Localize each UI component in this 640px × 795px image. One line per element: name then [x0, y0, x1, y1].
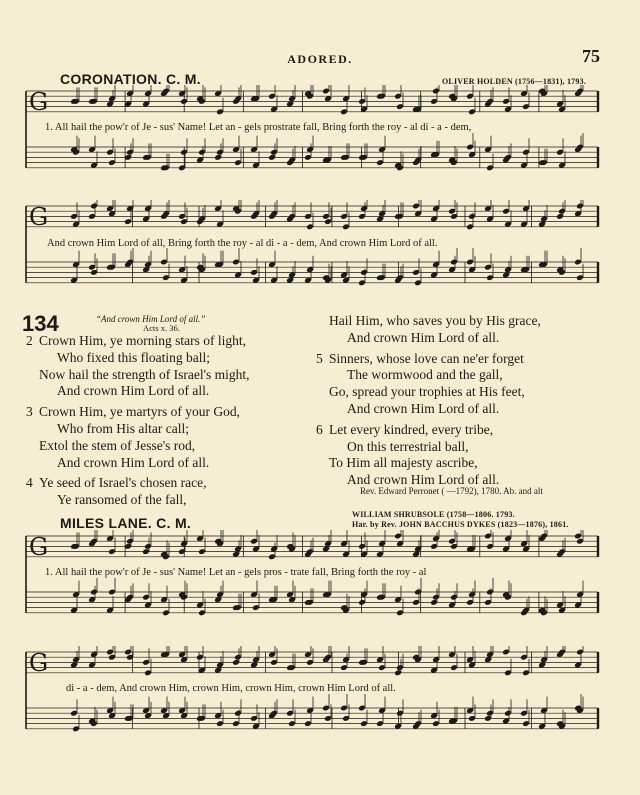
stanza-line: And crown Him Lord of all.: [57, 383, 210, 399]
stanzas-right-column: [316, 313, 541, 489]
stanza-line: Ye seed of Israel's chosen race,: [39, 475, 207, 491]
stanza-line: And crown Him Lord of all.: [347, 329, 500, 345]
stanza-number: 6: [316, 421, 323, 437]
harmonizer-credit-miles-lane: Har. by Rev. JOHN BACCHUS DYKES (1823—1876), 1861.: [352, 520, 569, 529]
stanza-6: [316, 422, 541, 489]
stanza-4-continued: [316, 313, 541, 347]
epigraph: “And crown Him Lord of all.”: [96, 314, 206, 324]
stanza-number: 2: [26, 333, 33, 348]
lyrics-coronation-1: 1. All hail the pow'r of Je - sus' Name! Let an - gels prostrate fall, Bring forth the roy - al di - a - dem,: [45, 122, 472, 133]
music-system-miles-lane-1: [0, 530, 640, 626]
stanza-4: [26, 475, 250, 509]
tune-name-miles-lane: MILES LANE. C. M.: [60, 515, 192, 531]
stanza-line: Crown Him, ye martyrs of your God,: [39, 404, 240, 420]
page-number: 75: [582, 46, 600, 66]
stanza-2: [26, 333, 250, 400]
stanza-line: Who fixed this floating ball;: [57, 349, 210, 365]
stanza-line: The wormwood and the gall,: [347, 367, 503, 383]
stanza-line: Let every kindred, every tribe,: [329, 421, 494, 437]
text-attribution: Rev. Edward Perronet ( —1792), 1780. Ab. and alt: [360, 486, 543, 496]
stanza-line: And crown Him Lord of all.: [347, 400, 500, 416]
music-system-coronation-1: [0, 85, 640, 181]
stanza-line: Sinners, whose love can ne'er forget: [329, 350, 524, 366]
staff-mark: G: [29, 533, 49, 561]
hymn-number: 134: [22, 311, 59, 336]
stanza-number: 4: [26, 475, 33, 491]
stanza-number: 5: [316, 350, 323, 366]
stanza-number: 3: [26, 404, 33, 420]
composer-credit-coronation: OLIVER HOLDEN (1756—1831), 1793.: [442, 77, 586, 86]
stanza-line: Who from His altar call;: [57, 420, 189, 436]
lyrics-miles-lane-2: di - a - dem, And crown Him, crown Him, crown Him, crown Him Lord of all.: [66, 683, 396, 694]
lyrics-coronation-2: And crown Him Lord of all, Bring forth the roy - al di - a - dem, And crown Him Lord of all.: [47, 238, 438, 249]
running-title: ADORED.: [287, 52, 353, 66]
scripture-reference: Acts x. 36.: [143, 323, 180, 333]
music-system-miles-lane-2: [0, 646, 640, 742]
stanza-line: Now hail the strength of Israel's might,: [39, 366, 250, 382]
stanza-line: Ye ransomed of the fall,: [57, 492, 187, 508]
stanza-line: Crown Him, ye morning stars of light,: [39, 333, 246, 348]
staff-mark: G: [29, 88, 49, 116]
stanza-line: To Him all majesty ascribe,: [329, 455, 478, 471]
staff-mark: G: [29, 649, 49, 677]
stanza-line: And crown Him Lord of all.: [57, 454, 210, 470]
stanza-line: Hail Him, who saves you by His grace,: [329, 313, 541, 328]
stanza-line: Go, spread your trophies at His feet,: [329, 384, 525, 400]
stanza-3: [26, 404, 250, 471]
stanzas-left-column: [26, 333, 250, 509]
lyrics-miles-lane-1: 1. All hail the pow'r of Je - sus' Name! Let an - gels pros - trate fall, Bring forth the roy - al: [45, 567, 427, 578]
stanza-line: Extol the stem of Jesse's rod,: [39, 437, 196, 453]
staff-mark: G: [29, 203, 49, 231]
stanza-5: [316, 351, 541, 418]
stanza-line: On this terrestrial ball,: [347, 438, 469, 454]
composer-credit-miles-lane: WILLIAM SHRUBSOLE (1758—1806. 1793.: [352, 510, 515, 519]
tune-name-coronation: CORONATION. C. M.: [60, 71, 201, 87]
stanza-line: And crown Him Lord of all.: [347, 472, 500, 488]
